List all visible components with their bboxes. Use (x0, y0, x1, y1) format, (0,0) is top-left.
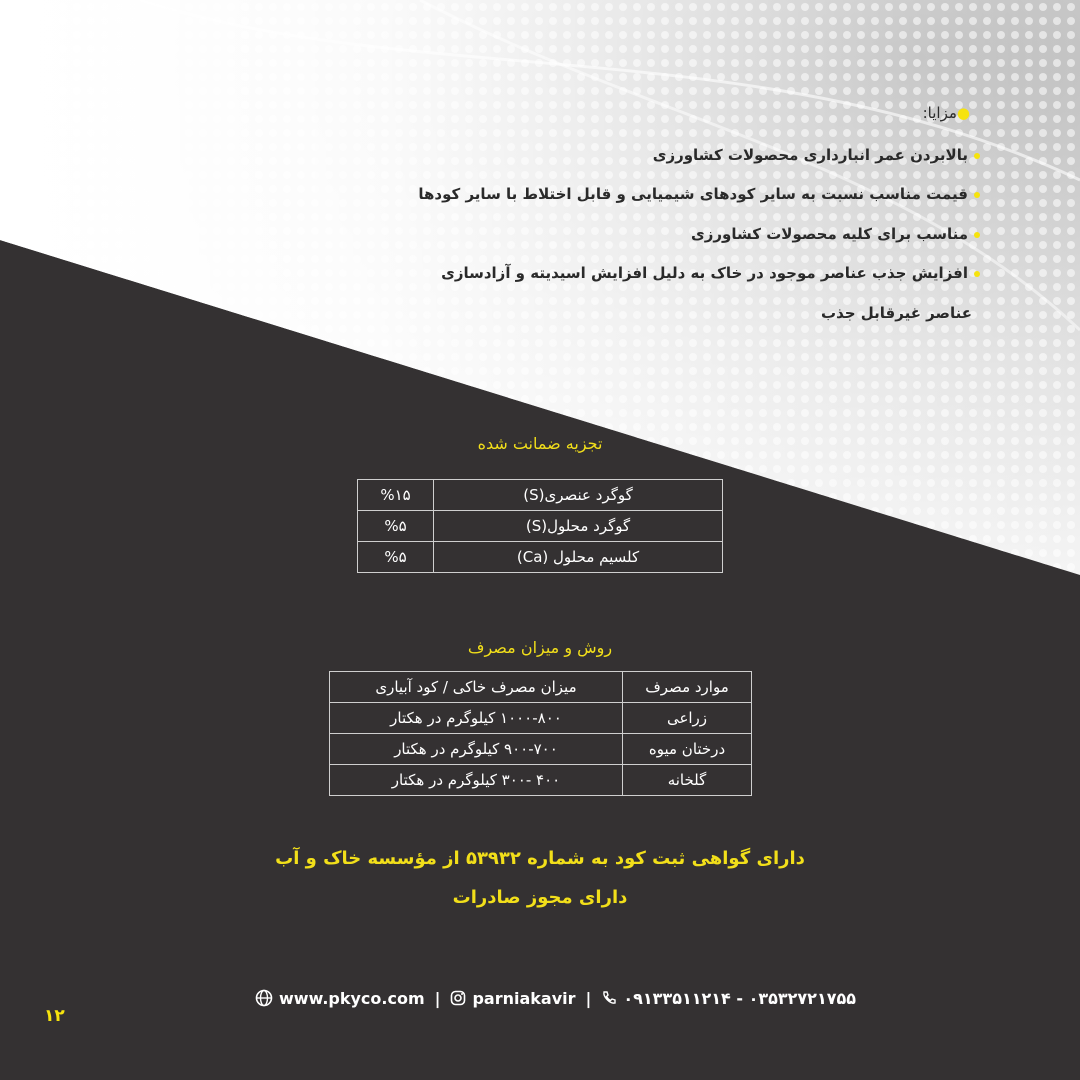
usage-case: درختان میوه (623, 734, 752, 765)
export-license-line: دارای مجوز صادرات (452, 887, 628, 908)
phone-numbers[interactable]: ۰۹۱۳۳۵۱۱۲۱۴ - ۰۳۵۳۲۷۲۱۷۵۵ (623, 988, 856, 1008)
usage-amount: ۹۰۰-۷۰۰ کیلوگرم در هکتار (330, 734, 623, 765)
component-value: %۵ (358, 511, 434, 542)
analysis-title: تجزیه ضمانت شده (477, 434, 603, 453)
website-link[interactable]: www.pkyco.com (279, 988, 425, 1008)
table-row (358, 511, 723, 542)
table-row (330, 703, 752, 734)
usage-amount: ۴۰۰ -۳۰۰ کیلوگرم در هکتار (330, 765, 623, 796)
table-row (330, 765, 752, 796)
divider: | (585, 988, 592, 1008)
guaranteed-analysis-table (357, 479, 723, 573)
advantage-item: بالابردن عمر انبارداری محصولات کشاورزی (653, 146, 980, 164)
component-value: %۵ (358, 542, 434, 573)
divider: | (434, 988, 441, 1008)
bullet-icon (974, 153, 980, 159)
bullet-icon (974, 192, 980, 198)
certificate-line: دارای گواهی ثبت کود به شماره ۵۳۹۳۲ از مؤسسه خاک و آب (275, 848, 805, 869)
advantage-item: افزایش جذب عناصر موجود در خاک به دلیل افزایش اسیدیته و آزادسازی (441, 264, 980, 282)
usage-case: گلخانه (623, 765, 752, 796)
advantage-item: مناسب برای کلیه محصولات کشاورزی (691, 225, 980, 243)
advantage-item-continuation: عناصر غیرقابل جذب (821, 304, 972, 322)
phone-icon (601, 990, 617, 1006)
component-name: کلسیم محلول (Ca) (434, 542, 723, 573)
component-name: گوگرد محلول(S) (434, 511, 723, 542)
table-row (330, 734, 752, 765)
page-number: ۱۲ (44, 1006, 65, 1026)
component-name: گوگرد عنصری(S) (434, 480, 723, 511)
table-header-row (330, 672, 752, 703)
column-header: میزان مصرف خاکی / کود آبیاری (330, 672, 623, 703)
table-row (358, 480, 723, 511)
usage-table (329, 671, 752, 796)
contact-footer (255, 987, 856, 1009)
table-row (358, 542, 723, 573)
bullet-icon (974, 271, 980, 277)
instagram-handle[interactable]: parniakavir (472, 988, 576, 1008)
advantage-item: قیمت مناسب نسبت به سایر کودهای شیمیایی و قابل اختلاط با سایر کودها (418, 185, 980, 203)
usage-title: روش و میزان مصرف (467, 638, 613, 657)
bullet-icon (974, 232, 980, 238)
advantages-title: ●مزایا: (922, 104, 970, 122)
usage-case: زراعی (623, 703, 752, 734)
usage-amount: ۱۰۰۰-۸۰۰ کیلوگرم در هکتار (330, 703, 623, 734)
instagram-icon (450, 990, 466, 1006)
column-header: موارد مصرف (623, 672, 752, 703)
globe-icon (255, 989, 273, 1007)
component-value: %۱۵ (358, 480, 434, 511)
